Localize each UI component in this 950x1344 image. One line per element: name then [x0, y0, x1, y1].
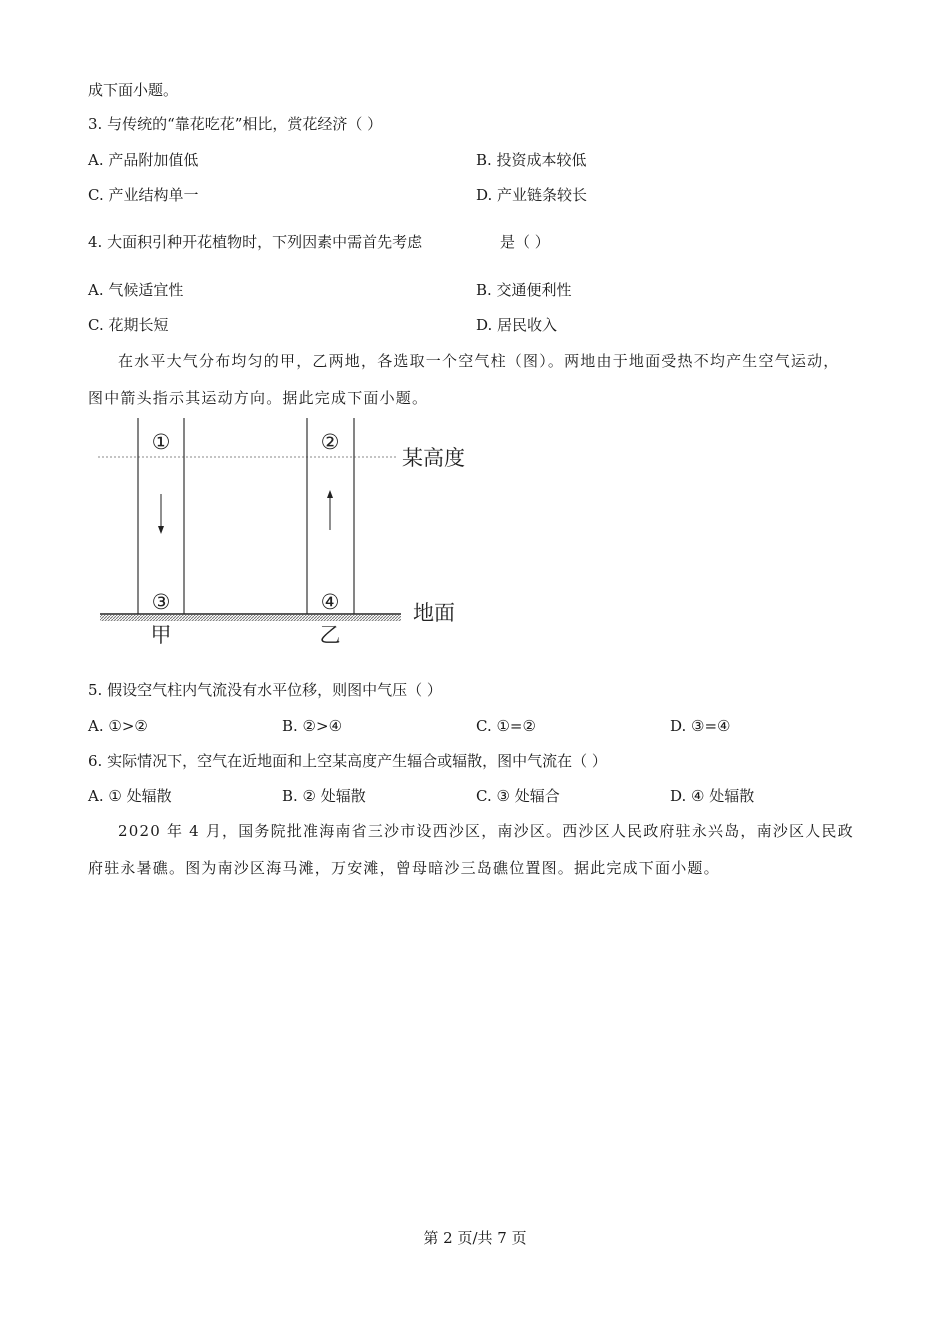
- ground-label: 地面: [413, 601, 455, 625]
- down-arrow-head: [158, 526, 164, 534]
- passage-3-line-2: 府驻永暑礁。图为南沙区海马滩，万安滩，曾母暗沙三岛礁位置图。据此完成下面小题。: [88, 859, 720, 877]
- point-2-label: ②: [320, 430, 340, 454]
- q4-option-c: C. 花期长短: [88, 316, 169, 334]
- point-4-label: ④: [320, 590, 340, 614]
- question-5-stem: 5. 假设空气柱内气流没有水平位移，则图中气压（ ）: [88, 681, 442, 699]
- q5-option-b: B. ②>④: [282, 717, 343, 735]
- q5-option-d: D. ③=④: [670, 717, 731, 735]
- q3-option-a: A. 产品附加值低: [88, 151, 199, 169]
- question-6-stem: 6. 实际情况下，空气在近地面和上空某高度产生辐合或辐散，图中气流在（ ）: [88, 752, 607, 770]
- intro-tail: 成下面小题。: [88, 81, 179, 99]
- place-yi-label: 乙: [319, 623, 341, 647]
- up-arrow-head: [327, 490, 333, 498]
- point-3-label: ③: [151, 590, 171, 614]
- ground-hatch: [100, 615, 401, 621]
- q6-option-d: D. ④ 处辐散: [670, 787, 755, 805]
- passage-2-line-2: 图中箭头指示其运动方向。据此完成下面小题。: [88, 389, 429, 407]
- q6-option-b: B. ② 处辐散: [282, 787, 366, 805]
- q3-option-c: C. 产业结构单一: [88, 186, 199, 204]
- q6-option-c: C. ③ 处辐合: [476, 787, 560, 805]
- place-jia-label: 甲: [150, 623, 172, 647]
- question-4-stem: 4. 大面积引种开花植物时，下列因素中需首先考虑: [88, 233, 423, 251]
- passage-3-line-1: 2020 年 4 月，国务院批准海南省三沙市设西沙区，南沙区。西沙区人民政府驻永兴岛，南沙区人民政: [118, 822, 854, 840]
- q4-option-d: D. 居民收入: [476, 316, 558, 334]
- height-label: 某高度: [402, 446, 465, 470]
- page-number-footer: 第 2 页/共 7 页: [423, 1229, 527, 1247]
- q3-option-d: D. 产业链条较长: [476, 186, 588, 204]
- question-3-stem: 3. 与传统的“靠花吃花”相比，赏花经济（ ）: [88, 115, 383, 133]
- q6-option-a: A. ① 处辐散: [88, 787, 172, 805]
- q4-option-b: B. 交通便利性: [476, 281, 572, 299]
- question-4-stem-tail: 是（ ）: [500, 233, 550, 251]
- q3-option-b: B. 投资成本较低: [476, 151, 587, 169]
- q5-option-a: A. ①>②: [88, 717, 148, 735]
- q5-option-c: C. ①=②: [476, 717, 536, 735]
- q4-option-a: A. 气候适宜性: [88, 281, 184, 299]
- passage-2-line-1: 在水平大气分布均匀的甲，乙两地，各选取一个空气柱（图）。两地由于地面受热不均产生空气运动，: [118, 352, 840, 370]
- point-1-label: ①: [151, 430, 171, 454]
- air-column-diagram: [98, 418, 478, 650]
